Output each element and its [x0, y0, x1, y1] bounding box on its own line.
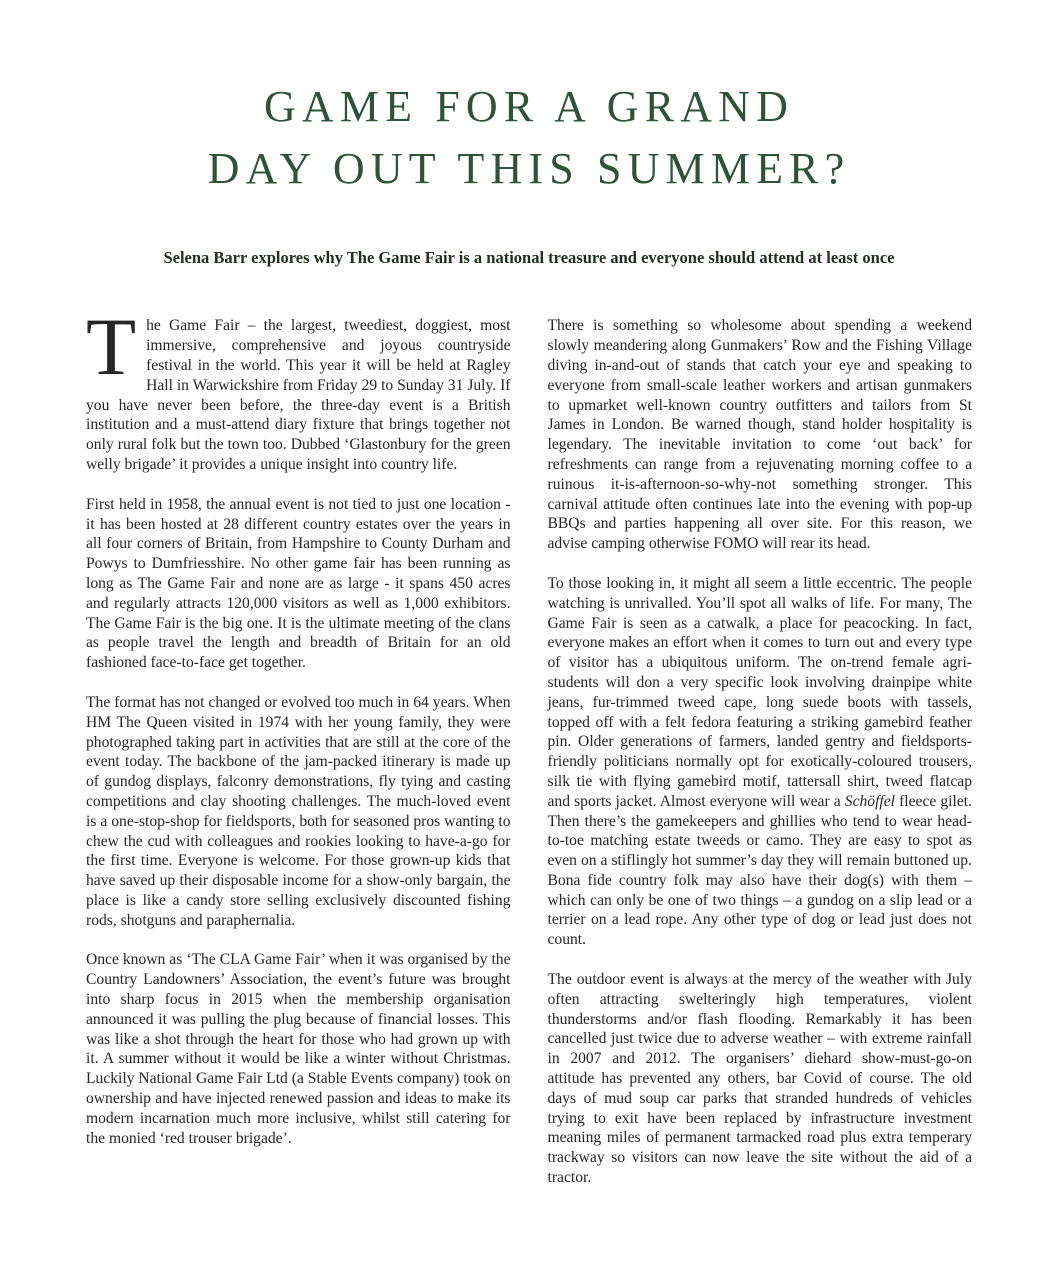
page-title-line-1: GAME FOR A GRAND [263, 82, 795, 131]
dropcap-letter: T [86, 301, 137, 393]
paragraph: First held in 1958, the annual event is not tied to just one location - it has been hosted at 28 different country estates over the years in all four corners of Britain, from Hampshire to County Durham and Powys to Dumfriesshire. No other game fair has been running as long as The Game Fair and none are as large - it spans 450 acres and regularly attracts 120,000 visitors as well as 1,000 exhibitors. The Game Fair is the big one. It is the ultimate meeting of the clans as people travel the length and breadth of Britain for an old fashioned face-to-face get together. [86, 495, 511, 672]
brand-name-italic: Schöffel [844, 792, 895, 810]
paragraph-text: To those looking in, it might all seem a little eccentric. The people watching is unrivalled. You’ll spot all walks of life. For many, The Game Fair is seen as a catwalk, a place for peacocking. In fact, everyone makes an effort when it comes to turn out and every type of visitor has a ubiquitous uniform. The on-trend female agri-students will don a very specific look involving drainpipe white jeans, fur-trimmed tweed cape, long suede boots with tassels, topped off with a felt fedora featuring a striking gamebird feather pin. Older generations of farmers, landed gentry and fieldsports-friendly politicians normally opt for exotically-coloured trousers, silk tie with flying gamebird motif, tattersall shirt, tweed flatcap and sports jacket. Almost everyone will wear a [547, 574, 972, 810]
paragraph: There is something so wholesome about spending a weekend slowly meandering along Gunmakers’ Row and the Fishing Village diving in-and-out of stands that catch your eye and speaking to everyone from small-scale leather workers and artisan gunmakers to upmarket well-known country outfitters and tailors from St James in London. Be warned though, stand holder hospitality is legendary. The inevitable invitation to come ‘out back’ for refreshments can range from a rejuvenating morning coffee to a ruinous it-is-afternoon-so-why-not something stronger. This carnival attitude often continues late into the evening with pop-up BBQs and parties happening all over site. For this reason, we advise camping otherwise FOMO will rear its head. [547, 317, 972, 553]
article-body [86, 301, 972, 1187]
paragraph: Once known as ‘The CLA Game Fair’ when it was organised by the Country Landowners’ Association, the event’s future was brought into sharp focus in 2015 when the membership organisation announced it was pulling the plug because of financial losses. This was like a shot through the heart for those who had grown up with it. A summer without it would be like a winter without Christmas. Luckily National Game Fair Ltd (a Stable Events company) took on ownership and have injected renewed passion and ideas to make its modern incarnation much more inclusive, whilst still catering for the monied ‘red trouser brigade’. [86, 951, 511, 1147]
paragraph: The outdoor event is always at the mercy of the weather with July often attracting swelteringly high temperatures, violent thunderstorms and/or flash flooding. Remarkably it has been cancelled just twice due to adverse weather – with extreme rainfall in 2007 and 2012. The organisers’ diehard show-must-go-on attitude has prevented any others, bar Covid of course. The old days of mud soup car parks that stranded hundreds of vehicles trying to exit have been replaced by infrastructure investment meaning miles of permanent tarmacked road plus extra temperary trackway so visitors can now leave the site without the aid of a tractor. [547, 971, 972, 1187]
paragraph: The format has not changed or evolved too much in 64 years. When HM The Queen visited in 1974 with her young family, they were photographed taking part in activities that are still at the core of the event today. The backbone of the jam-packed itinerary is made up of gundog displays, falconry demonstrations, fly tying and casting competitions and clay shooting challenges. The much-loved event is a one-stop-shop for fieldsports, both for seasoned pros wanting to chew the cud with colleagues and rookies looking to have-a-go for the first time. Everyone is welcome. For those grown-up kids that have saved up their disposable income for a show-only bargain, the place is like a candy store selling exclusively discounted fishing rods, shotguns and paraphernalia. [86, 693, 511, 929]
paragraph-text: fleece gilet. Then there’s the gamekeepers and ghillies who tend to wear head-to-toe matching estate tweeds or camo. They are easy to spot as even on a stiflingly hot summer’s day they will remain buttoned up. Bona fide country folk may also have their dog(s) with them – which can only be one of two things – a gundog on a slip lead or a terrier on a lead rope. Any other type of dog or lead just does not count. [547, 792, 972, 949]
paragraph-text: he Game Fair – the largest, tweediest, doggiest, most immersive, comprehensive and joyous countryside festival in the world. This year it will be held at Ragley Hall in Warwickshire from Friday 29 to Sunday 31 July. If you have never been before, the three-day event is a British institution and a must-attend diary fixture that brings together not only rural folk but the town too. Dubbed ‘Glastonbury for the green welly brigade’ it provides a unique insight into country life. [86, 317, 511, 473]
paragraph [548, 574, 973, 950]
page-title-line-2: DAY OUT THIS SUMMER? [207, 144, 851, 194]
standfirst: Selena Barr explores why The Game Fair is a national treasure and everyone should attend at least once [163, 247, 895, 267]
article-header [86, 76, 972, 268]
left-column [86, 301, 511, 1187]
page-title [86, 76, 972, 201]
right-column [548, 316, 973, 1187]
paragraph-dropcap [86, 301, 511, 474]
